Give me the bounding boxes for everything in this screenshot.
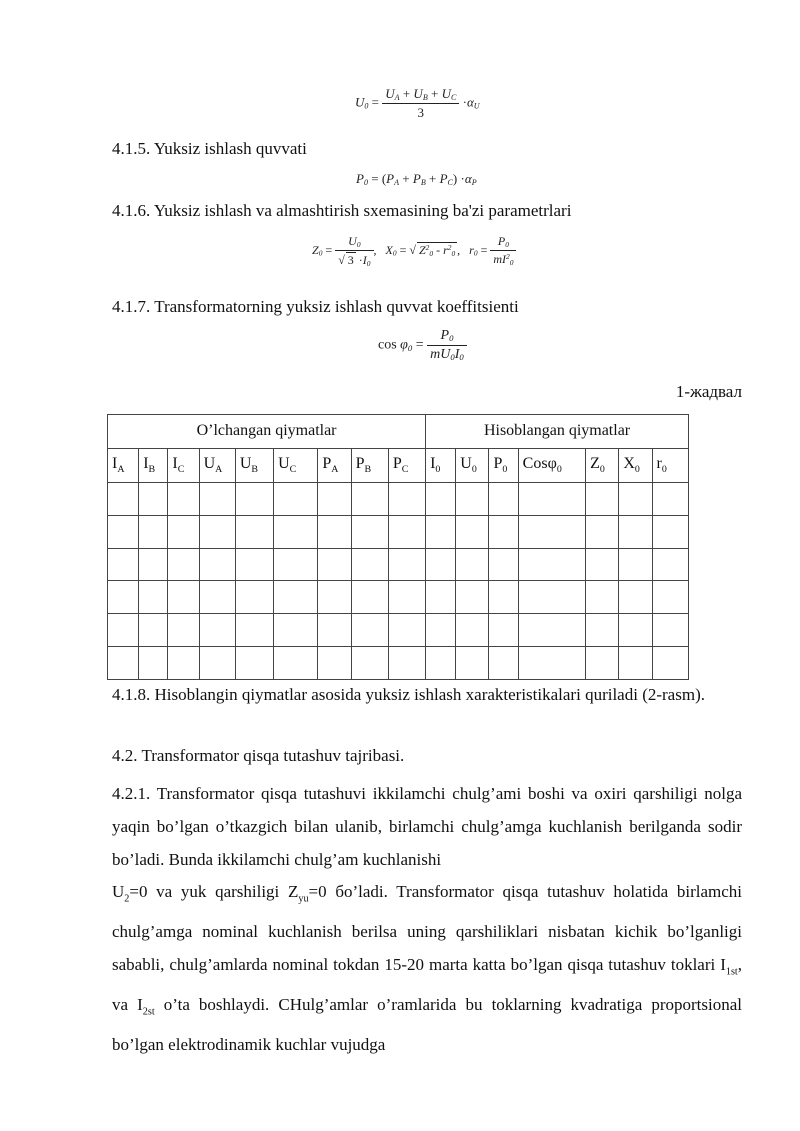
table-cell[interactable] <box>274 548 318 581</box>
paragraph-4-2-1-a: 4.2.1. Transformator qisqa tutashuvi ikkilamchi chulg’ami boshi va oxiri qarshiligi nolga yaqin bo’lgan o’tkazgich bilan ulanib, birlamchi chulg’amga kuchlanish berilganda sodir bo’ladi. Bunda ikkilamchi chulg’am kuchlanishi <box>112 784 742 869</box>
table-cell[interactable] <box>318 614 351 647</box>
formula-params: $Z_0$ = $\frac{U_0}{√ 3 \cdot I_0}$ , $X_0$ = √ $Z^2_0 - r^2_0$ , $r_0$ = $\frac{P_0}{mI^2_0}$ <box>312 234 516 268</box>
table-cell[interactable] <box>168 647 199 680</box>
column-header: $P_B$ <box>351 448 388 482</box>
table-cell[interactable] <box>456 614 489 647</box>
table-cell[interactable] <box>235 482 273 515</box>
table-cell[interactable] <box>168 482 199 515</box>
table-row <box>108 548 689 581</box>
column-header: Cosφ$_0$ <box>518 448 585 482</box>
table-cell[interactable] <box>351 581 388 614</box>
table-cell[interactable] <box>108 482 139 515</box>
table-cell[interactable] <box>388 515 425 548</box>
table-cell[interactable] <box>199 548 235 581</box>
column-header: $I_0$ <box>426 448 456 482</box>
column-header: $U_B$ <box>235 448 273 482</box>
table-cell[interactable] <box>139 581 168 614</box>
table-cell[interactable] <box>199 515 235 548</box>
column-header: $Z_0$ <box>586 448 619 482</box>
column-header: $X_0$ <box>619 448 652 482</box>
heading-4-1-6: 4.1.6. Yuksiz ishlash va almashtirish sxemasining ba'zi parametrlari <box>112 201 572 220</box>
table-cell[interactable] <box>168 581 199 614</box>
column-header: $P_A$ <box>318 448 351 482</box>
table-cell[interactable] <box>199 614 235 647</box>
table-cell[interactable] <box>426 581 456 614</box>
table-cell[interactable] <box>619 548 652 581</box>
table-row <box>108 581 689 614</box>
table-cell[interactable] <box>489 515 518 548</box>
heading-4-1-5: 4.1.5. Yuksiz ishlash quvvati <box>112 139 307 158</box>
table-cell[interactable] <box>456 548 489 581</box>
table-cell[interactable] <box>139 482 168 515</box>
table-row <box>108 614 689 647</box>
table-cell[interactable] <box>235 614 273 647</box>
table-row <box>108 515 689 548</box>
table-cell[interactable] <box>318 482 351 515</box>
table-cell[interactable] <box>351 647 388 680</box>
table-cell[interactable] <box>456 647 489 680</box>
table-cell[interactable] <box>235 647 273 680</box>
table-cell[interactable] <box>388 614 425 647</box>
column-header: $P_0$ <box>489 448 518 482</box>
table-cell[interactable] <box>274 647 318 680</box>
table-cell[interactable] <box>456 515 489 548</box>
table-cell[interactable] <box>168 515 199 548</box>
table-cell[interactable] <box>518 515 585 548</box>
table-cell[interactable] <box>108 548 139 581</box>
table-cell[interactable] <box>139 647 168 680</box>
table-cell[interactable] <box>388 647 425 680</box>
data-table <box>107 414 689 680</box>
table-cell[interactable] <box>274 614 318 647</box>
group-measured: O’lchangan qiymatlar <box>108 415 426 449</box>
table-cell[interactable] <box>652 515 688 548</box>
table-cell[interactable] <box>652 581 688 614</box>
table-cell[interactable] <box>108 614 139 647</box>
column-header: $P_C$ <box>388 448 425 482</box>
table-cell[interactable] <box>318 581 351 614</box>
table-cell[interactable] <box>351 515 388 548</box>
table-cell[interactable] <box>351 614 388 647</box>
table-cell[interactable] <box>388 581 425 614</box>
heading-4-1-7: 4.1.7. Transformatorning yuksiz ishlash quvvat koeffitsienti <box>112 297 519 316</box>
table-cell[interactable] <box>235 548 273 581</box>
table-cell[interactable] <box>456 482 489 515</box>
table-cell[interactable] <box>619 614 652 647</box>
table-cell[interactable] <box>489 548 518 581</box>
table-cell[interactable] <box>318 548 351 581</box>
table-cell[interactable] <box>139 548 168 581</box>
table-cell[interactable] <box>274 515 318 548</box>
table-cell[interactable] <box>586 482 619 515</box>
paragraph-4-1-8: 4.1.8. Hisoblangin qiymatlar asosida yuksiz ishlash xarakteristikalari quriladi (2-rasm). <box>112 685 705 704</box>
table-cell[interactable] <box>235 581 273 614</box>
table-cell[interactable] <box>456 581 489 614</box>
table-cell[interactable] <box>199 647 235 680</box>
column-header: $r_0$ <box>652 448 688 482</box>
table-cell[interactable] <box>586 614 619 647</box>
table-cell[interactable] <box>489 647 518 680</box>
table-cell[interactable] <box>652 548 688 581</box>
table-cell[interactable] <box>426 614 456 647</box>
table-cell[interactable] <box>426 647 456 680</box>
table-cell[interactable] <box>518 548 585 581</box>
table-cell[interactable] <box>351 482 388 515</box>
table-cell[interactable] <box>426 515 456 548</box>
table-cell[interactable] <box>108 647 139 680</box>
table-group-header-row <box>108 415 689 449</box>
table-cell[interactable] <box>619 482 652 515</box>
table-cell[interactable] <box>108 515 139 548</box>
table-row <box>108 482 689 515</box>
column-header: $U_A$ <box>199 448 235 482</box>
table-cell[interactable] <box>518 581 585 614</box>
table-row <box>108 647 689 680</box>
table-cell[interactable] <box>652 614 688 647</box>
table-cell[interactable] <box>388 548 425 581</box>
table-cell[interactable] <box>168 614 199 647</box>
table-cell[interactable] <box>619 647 652 680</box>
table-cell[interactable] <box>199 581 235 614</box>
table-cell[interactable] <box>108 581 139 614</box>
table-cell[interactable] <box>619 515 652 548</box>
column-header: $I_A$ <box>108 448 139 482</box>
column-header: $U_C$ <box>274 448 318 482</box>
table-cell[interactable] <box>586 515 619 548</box>
table-cell[interactable] <box>489 482 518 515</box>
table-cell[interactable] <box>586 581 619 614</box>
table-cell[interactable] <box>139 614 168 647</box>
table-cell[interactable] <box>139 515 168 548</box>
table-cell[interactable] <box>426 548 456 581</box>
table-cell[interactable] <box>518 482 585 515</box>
table-cell[interactable] <box>199 482 235 515</box>
column-header: $U_0$ <box>456 448 489 482</box>
table-cell[interactable] <box>586 548 619 581</box>
column-header: $I_C$ <box>168 448 199 482</box>
formula-u0: $U_0$ = $\frac{U_A + U_B + U_C}{3}$ $\cdot\alpha_U$ <box>355 86 480 120</box>
table-cell[interactable] <box>351 548 388 581</box>
table-cell[interactable] <box>518 614 585 647</box>
table-cell[interactable] <box>586 647 619 680</box>
formula-cos: $\cos \varphi_0$ = $\frac{P_0}{mU_0I_0}$ <box>378 328 467 363</box>
table-cell[interactable] <box>426 482 456 515</box>
table-cell[interactable] <box>274 482 318 515</box>
table-cell[interactable] <box>489 614 518 647</box>
column-header: $I_B$ <box>139 448 168 482</box>
heading-4-2: 4.2. Transformator qisqa tutashuv tajribasi. <box>112 746 405 765</box>
table-cell[interactable] <box>652 482 688 515</box>
formula-p0: $P_0 = (P_A + P_B + P_C) \cdot\alpha_P$ <box>356 171 477 187</box>
table-cell[interactable] <box>274 581 318 614</box>
table-cell[interactable] <box>235 515 273 548</box>
paragraph-4-2-1-b: $U_2=0$ va yuk qarshiligi $Z_{yu}=0$ бo’ladi. Transformator qisqa tutashuv holatida birlamchi chulg’amga nominal kuchlanish berilsa uning qarshiliklari nisbatan kichik bo’lganligi sababli, chulg’amlarda nominal tokdan 15-20 marta katta bo’lgan qisqa tutashuv toklari $I_{1st}$, va $I_{2st}$ o’ta boshlaydi. CHulg’amlar o’ramlarida bu toklarning kvadratiga proportsional bo’lgan elektrodinamik kuchlar vujudga <box>112 882 742 1055</box>
table-cell[interactable] <box>388 482 425 515</box>
table-cell[interactable] <box>518 647 585 680</box>
table-caption: 1-жадвал <box>675 382 742 401</box>
table-cell[interactable] <box>318 647 351 680</box>
table-cell[interactable] <box>619 581 652 614</box>
table-cell[interactable] <box>652 647 688 680</box>
group-calculated: Hisoblangan qiymatlar <box>426 415 689 449</box>
table-cell[interactable] <box>489 581 518 614</box>
table-cell[interactable] <box>168 548 199 581</box>
table-cell[interactable] <box>318 515 351 548</box>
table-column-header-row <box>108 448 689 482</box>
